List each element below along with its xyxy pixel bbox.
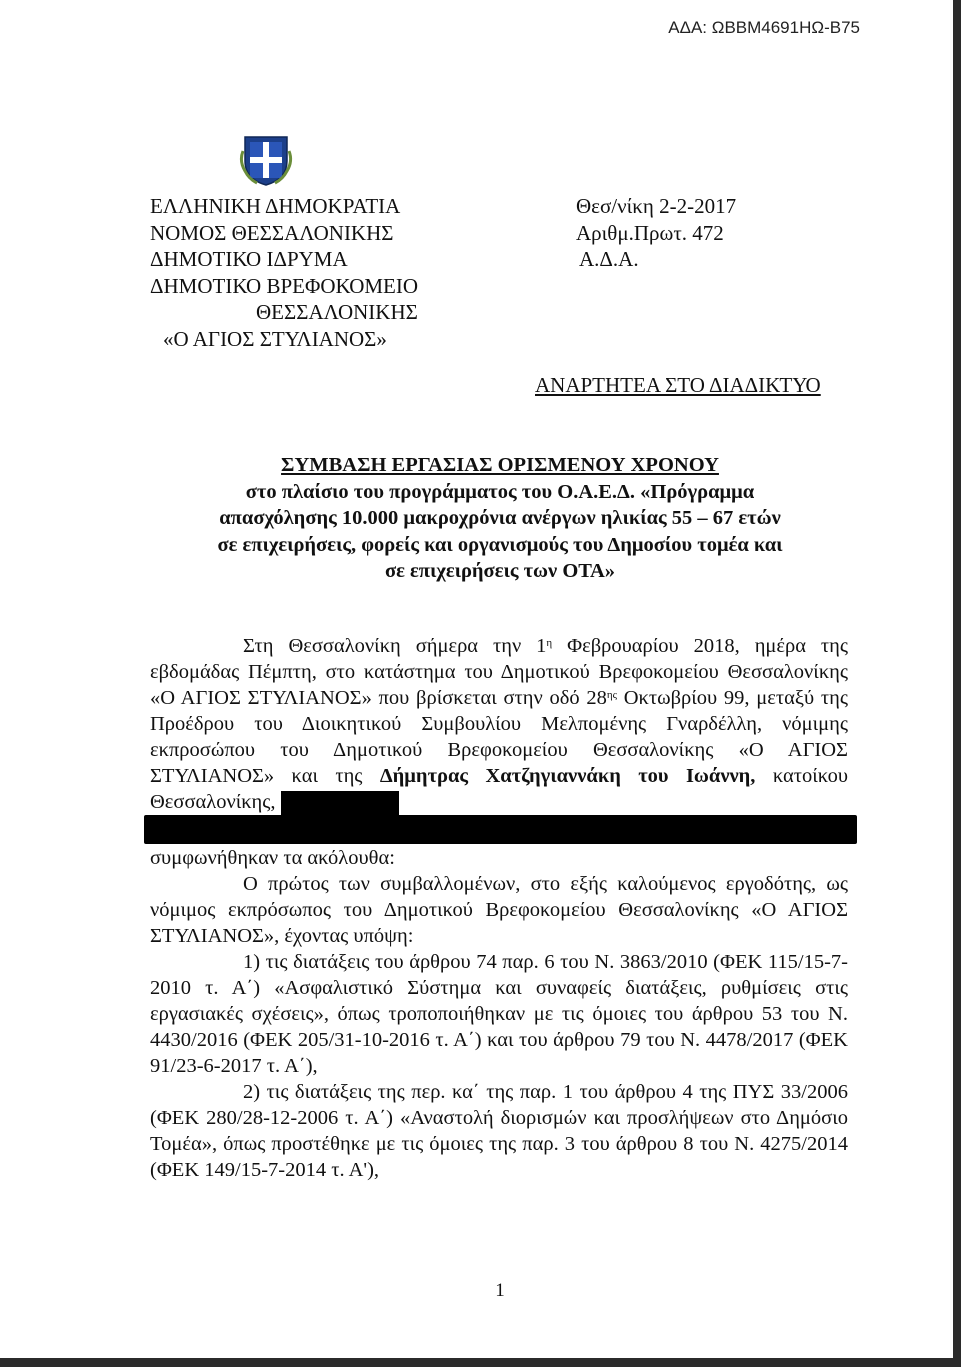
- page-number: 1: [495, 1280, 505, 1301]
- issuer-line: ΔΗΜΟΤΙΚΟ ΒΡΕΦΟΚΟΜΕΙΟ: [150, 273, 419, 298]
- superscript: ης: [606, 689, 617, 701]
- redaction-bar: [144, 815, 857, 844]
- text-run: Οκτωβρίου 99, μεταξύ της Προέδρου του Διοικητικού Συμβουλίου Μελπομένης Γναρδέλλη, νόμιμης εκπροσώπου του Δημοτικού Βρεφοκομείου Θεσσαλονίκης «Ο ΑΓΙΟΣ ΣΤΥΛΙΑΝΟΣ» και της: [150, 687, 848, 787]
- ada-label: Α.Δ.Α.: [579, 247, 639, 271]
- text-run: κατοίκου Θεσσαλονίκης,: [150, 765, 848, 813]
- issuer-line: «Ο ΑΓΙΟΣ ΣΤΥΛΙΑΝΟΣ»: [163, 326, 387, 351]
- issuer-line: ΔΗΜΟΤΙΚΟ ΙΔΡΥΜΑ: [150, 247, 348, 271]
- page-border-right: [953, 0, 961, 1367]
- publish-notice: ΑΝΑΡΤΗΤΕΑ ΣΤΟ ΔΙΑΔΙΚΤΥΟ: [535, 373, 821, 397]
- employee-name: Δήμητρας Χατζηγιαννάκη του Ιωάννη,: [379, 765, 756, 787]
- agreement-body: [150, 845, 848, 1183]
- title-line: σε επιχειρήσεις των ΟΤΑ»: [384, 560, 615, 582]
- agreed-line: συμφωνήθηκαν τα ακόλουθα:: [150, 847, 395, 869]
- page-border-bottom: [0, 1358, 961, 1367]
- issuer-line: ΕΛΛΗΝΙΚΗ ΔΗΜΟΚΡΑΤΙΑ: [150, 194, 401, 218]
- issuer-block: [150, 193, 418, 352]
- redaction-block: [281, 791, 399, 815]
- title-line: απασχόλησης 10.000 μακροχρόνια ανέργων ηλικίας 55 – 67 ετών: [219, 507, 781, 529]
- protocol-number: Αριθμ.Πρωτ. 472: [576, 220, 724, 245]
- clause-item: 2) τις διατάξεις της περ. κα΄ της παρ. 1 του άρθρου 4 της ΠΥΣ 33/2006 (ΦΕΚ 280/28-12-2006 τ. Α΄) «Αναστολή διορισμών και προσλήψεων στο Δημόσιο Τομέα», όπως προστέθηκε με τις όμοιες της παρ. 3 του άρθρου 8 του Ν. 4275/2014 (ΦΕΚ 149/15-7-2014 τ. Α'),: [150, 1081, 848, 1181]
- contract-title: [150, 452, 850, 585]
- issuer-line: ΝΟΜΟΣ ΘΕΣΣΑΛΟΝΙΚΗΣ: [150, 220, 394, 245]
- document-date: Θεσ/νίκη 2-2-2017: [576, 194, 737, 218]
- title-line: σε επιχειρήσεις, φορείς και οργανισμούς του Δημοσίου τομέα και: [217, 533, 783, 556]
- title-main: ΣΥΜΒΑΣΗ ΕΡΓΑΣΙΑΣ ΟΡΙΣΜΕΝΟΥ ΧΡΟΝΟΥ: [281, 454, 719, 476]
- text-run: Στη Θεσσαλονίκη σήμερα την 1: [243, 635, 547, 657]
- issuer-line: ΘΕΣΣΑΛΟΝΙΚΗΣ: [256, 300, 418, 324]
- employer-paragraph: Ο πρώτος των συμβαλλομένων, στο εξής καλούμενος εργοδότης, ως νόμιμος εκπρόσωπος του Δημοτικού Βρεφοκομείου Θεσσαλονίκης «Ο ΑΓΙΟΣ ΣΤΥΛΙΑΝΟΣ», έχοντας υπόψη:: [150, 873, 848, 947]
- coat-of-arms-icon: [237, 131, 295, 189]
- ada-code: ΑΔΑ: ΩΒΒΜ4691ΗΩ-Β75: [668, 18, 860, 37]
- title-line: στο πλαίσιο του προγράμματος του Ο.Α.Ε.Δ. «Πρόγραμμα: [245, 480, 755, 503]
- clause-item: 1) τις διατάξεις του άρθρου 74 παρ. 6 του Ν. 3863/2010 (ΦΕΚ 115/15-7-2010 τ. Α΄) «Ασφαλιστικό Σύστημα και συναφείς διατάξεις, ρυθμίσεις στις εργασιακές σχέσεις», όπως τροποποιήθηκαν με τις όμοιες του άρθρου 53 του Ν. 4430/2016 (ΦΕΚ 205/31-10-2016 τ. Α΄) και του άρθρου 79 του Ν. 4478/2017 (ΦΕΚ 91/23-6-2017 τ. Α΄),: [150, 951, 848, 1077]
- reference-block: [576, 193, 736, 273]
- text-run: Φεβρουαρίου 2018, ημέρα της εβδομάδας Πέμπτη, στο κατάστημα του Δημοτικού Βρεφοκομείου Θεσσαλονίκης «Ο ΑΓΙΟΣ ΣΤΥΛΙΑΝΟΣ» που βρίσκεται στην οδό 28: [150, 635, 849, 709]
- opening-paragraph: [150, 633, 848, 815]
- superscript: η: [546, 637, 553, 649]
